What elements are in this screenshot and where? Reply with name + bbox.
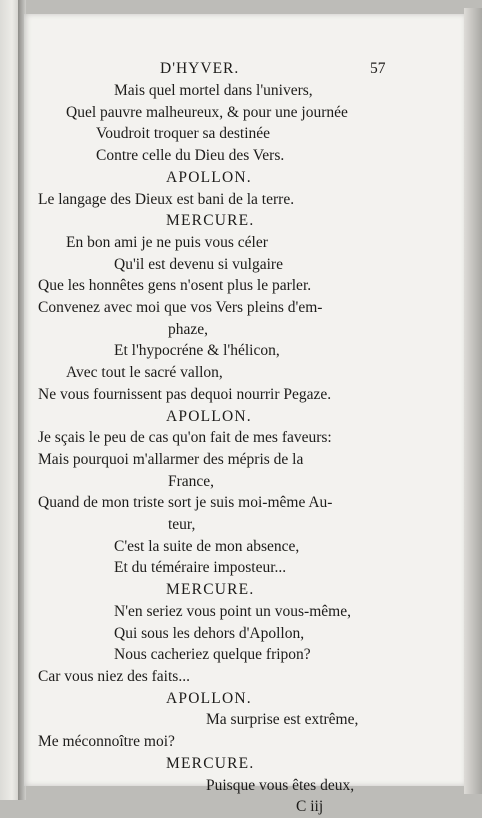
verse-line: Quel pauvre malheureux, & pour une journée bbox=[66, 103, 348, 121]
book-page bbox=[24, 14, 464, 816]
page-text bbox=[38, 58, 398, 818]
speaker-name: APOLLON. bbox=[166, 168, 252, 186]
verse-line: Ne vous fournissent pas dequoi nourrir Pegaze. bbox=[38, 385, 332, 403]
page-header bbox=[38, 58, 398, 80]
speaker-name: MERCURE. bbox=[166, 581, 255, 599]
verse-line: Mais pourquoi m'allarmer des mépris de la bbox=[38, 450, 304, 468]
verse-line: En bon ami je ne puis vous céler bbox=[66, 233, 268, 251]
verse-line: teur, bbox=[168, 516, 196, 534]
verse-line: France, bbox=[168, 472, 215, 490]
verse-line: Nous cacheriez quelque fripon? bbox=[114, 646, 311, 664]
speaker-name: MERCURE. bbox=[166, 754, 255, 772]
page-number: 57 bbox=[370, 60, 386, 77]
verse-lines bbox=[38, 80, 398, 796]
verse-line: Voudroit troquer sa destinée bbox=[96, 125, 271, 143]
signature-mark: C iij bbox=[296, 798, 324, 816]
speaker-name: MERCURE. bbox=[166, 212, 255, 230]
verse-line: Avec tout le sacré vallon, bbox=[66, 364, 223, 382]
verse-line: Que les honnêtes gens n'osent plus le parler. bbox=[38, 277, 312, 295]
verse-line: phaze, bbox=[168, 320, 209, 338]
verse-line: Me méconnoître moi? bbox=[38, 733, 175, 751]
page-edge-stack bbox=[464, 8, 482, 794]
verse-line: Puisque vous êtes deux, bbox=[206, 776, 355, 794]
verse-line: Contre celle du Dieu des Vers. bbox=[96, 147, 285, 165]
verse-line: Et l'hypocréne & l'hélicon, bbox=[114, 342, 280, 360]
speaker-name: APOLLON. bbox=[166, 689, 252, 707]
verse-line: Qu'il est devenu si vulgaire bbox=[114, 255, 283, 273]
facing-page-edge bbox=[0, 0, 20, 800]
running-head: D'HYVER. bbox=[160, 60, 240, 77]
verse-line: Je sçais le peu de cas qu'on fait de mes faveurs: bbox=[38, 429, 332, 447]
verse-line: Et du téméraire imposteur... bbox=[114, 559, 287, 577]
verse-line: Car vous niez des faits... bbox=[38, 667, 190, 685]
verse-line: Le langage des Dieux est bani de la terre. bbox=[38, 190, 295, 208]
verse-line: Ma surprise est extrême, bbox=[206, 711, 359, 729]
verse-line: Mais quel mortel dans l'univers, bbox=[114, 82, 313, 99]
verse-line: Qui sous les dehors d'Apollon, bbox=[114, 624, 305, 642]
verse-line: N'en seriez vous point un vous-même, bbox=[114, 602, 351, 620]
verse-line: C'est la suite de mon absence, bbox=[114, 537, 300, 555]
verse-line: Convenez avec moi que vos Vers pleins d'em- bbox=[38, 299, 323, 317]
speaker-name: APOLLON. bbox=[166, 407, 252, 425]
verse-line: Quand de mon triste sort je suis moi-même Au- bbox=[38, 494, 333, 512]
